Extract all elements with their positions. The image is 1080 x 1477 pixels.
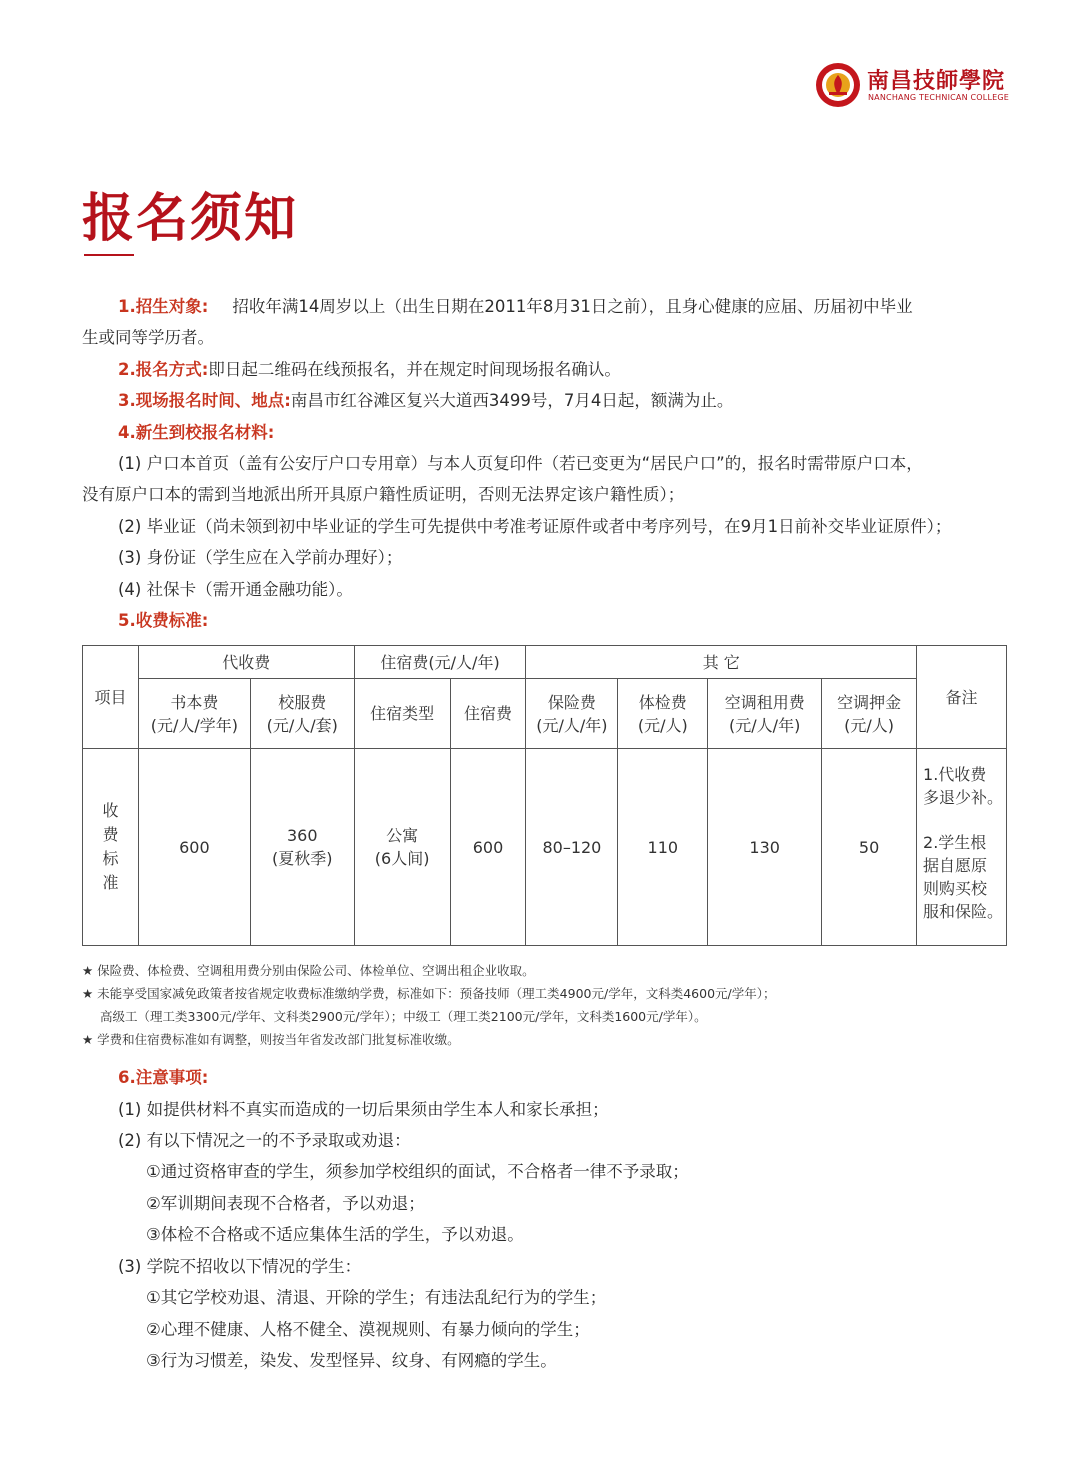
section-3-line [118, 391, 733, 411]
section-3-label: 3.现场报名时间、地点: [118, 391, 291, 410]
section-1-line [118, 297, 913, 317]
value-checkup: 110 [618, 749, 708, 946]
section-2-label: 2.报名方式: [118, 360, 209, 379]
footnote-2-cont: 高级工（理工类3300元/学年、文科类2900元/学年）；中级工（理工类2100元/学年，文科类1600元/学年）。 [100, 1009, 707, 1024]
row-label: 收 费 标 准 [83, 749, 139, 946]
section-3-text: 南昌市红谷滩区复兴大道西3499号，7月4日起，额满为止。 [290, 391, 734, 410]
footnote-1: ★ 保险费、体检费、空调租用费分别由保险公司、体检单位、空调出租企业收取。 [82, 963, 535, 978]
value-room-type: 公寓 (6人间) [354, 749, 450, 946]
fee-table-group-header [83, 646, 1007, 679]
section-6-item-3a: ①其它学校劝退、清退、开除的学生；有违法乱纪行为的学生； [146, 1288, 607, 1307]
value-ac-rent: 130 [708, 749, 822, 946]
value-note [917, 749, 1007, 946]
section-4-item-1: (1) 户口本首页（盖有公安厅户口专用章）与本人页复印件（若已变更为“居民户口”的，报名时需带原户口本， [118, 454, 923, 473]
college-emblem-icon [815, 62, 861, 108]
section-2-line [118, 360, 621, 380]
footnote-2: ★ 未能享受国家减免政策者按省规定收费标准缴纳学费，标准如下：预备技师（理工类4900元/学年，文科类4600元/学年）； [82, 986, 776, 1001]
header-ac-deposit: 空调押金 (元/人) [822, 679, 917, 749]
section-6-item-2b: ②军训期间表现不合格者，予以劝退； [146, 1194, 425, 1213]
section-4-item-2: (2) 毕业证（尚未领到初中毕业证的学生可先提供中考准考证原件或者中考序列号，在9月1日前补交毕业证原件）； [118, 517, 952, 536]
note-1: 1.代收费 多退少补。 [923, 765, 1004, 807]
section-1-line-2: 生或同等学历者。 [82, 328, 214, 347]
college-name-en: NANCHANG TECHNICAN COLLEGE [868, 93, 1010, 102]
header-group-qita: 其 它 [526, 646, 917, 679]
note-2: 2.学生根 据自愿原 则购买校 服和保险。 [923, 833, 1004, 921]
value-room-fee: 600 [450, 749, 526, 946]
header-group-zhusu: 住宿费(元/人/年) [354, 646, 526, 679]
section-1-text: 招收年满14周岁以上（出生日期在2011年8月31日之前），且身心健康的应届、历届初中毕业 [232, 297, 913, 316]
section-4-item-1-cont: 没有原户口本的需到当地派出所开具原户籍性质证明，否则无法界定该户籍性质）； [82, 485, 685, 504]
header-room-fee: 住宿费 [450, 679, 526, 749]
header-group-daishou: 代收费 [138, 646, 354, 679]
header-insurance: 保险费 (元/人/年) [526, 679, 618, 749]
section-6-label: 6.注意事项: [118, 1068, 209, 1087]
header-book: 书本费 (元/人/学年) [138, 679, 250, 749]
header-ac-rent: 空调租用费 (元/人/年) [708, 679, 822, 749]
header-uniform: 校服费 (元/人/套) [250, 679, 354, 749]
title-underline [84, 254, 134, 256]
fee-table [82, 645, 1007, 946]
value-book: 600 [138, 749, 250, 946]
section-6-item-2: (2) 有以下情况之一的不予录取或劝退： [118, 1131, 411, 1150]
page-title: 报名须知 [82, 188, 299, 249]
section-2-text: 即日起二维码在线预报名，并在规定时间现场报名确认。 [208, 360, 621, 379]
section-6-item-3b: ②心理不健康、人格不健全、漠视规则、有暴力倾向的学生； [146, 1320, 590, 1339]
fee-table-row [83, 749, 1007, 946]
value-uniform: 360 (夏秋季) [250, 749, 354, 946]
college-logo [815, 62, 1015, 110]
section-4-item-4: (4) 社保卡（需开通金融功能）。 [118, 580, 353, 599]
header-room-type: 住宿类型 [354, 679, 450, 749]
section-6-item-3: (3) 学院不招收以下情况的学生： [118, 1257, 362, 1276]
value-insurance: 80–120 [526, 749, 618, 946]
section-6-item-3c: ③行为习惯差，染发、发型怪异、纹身、有网瘾的学生。 [146, 1351, 557, 1370]
section-6-item-2a: ①通过资格审查的学生，须参加学校组织的面试，不合格者一律不予录取； [146, 1162, 689, 1181]
header-checkup: 体检费 (元/人) [618, 679, 708, 749]
college-name-cn: 南昌技師學院 [867, 68, 1006, 94]
value-ac-deposit: 50 [822, 749, 917, 946]
section-6-item-1: (1) 如提供材料不真实而造成的一切后果须由学生本人和家长承担； [118, 1100, 609, 1119]
header-item: 项目 [83, 646, 139, 749]
section-4-item-3: (3) 身份证（学生应在入学前办理好）； [118, 548, 403, 567]
section-1-label: 1.招生对象: [118, 297, 209, 316]
section-5-label: 5.收费标准: [118, 611, 209, 630]
section-4-label: 4.新生到校报名材料: [118, 423, 275, 442]
footnote-3: ★ 学费和住宿费标准如有调整，则按当年省发改部门批复标准收缴。 [82, 1032, 460, 1047]
section-6-item-2c: ③体检不合格或不适应集体生活的学生，予以劝退。 [146, 1225, 524, 1244]
header-note: 备注 [917, 646, 1007, 749]
fee-table-column-header [83, 679, 1007, 749]
